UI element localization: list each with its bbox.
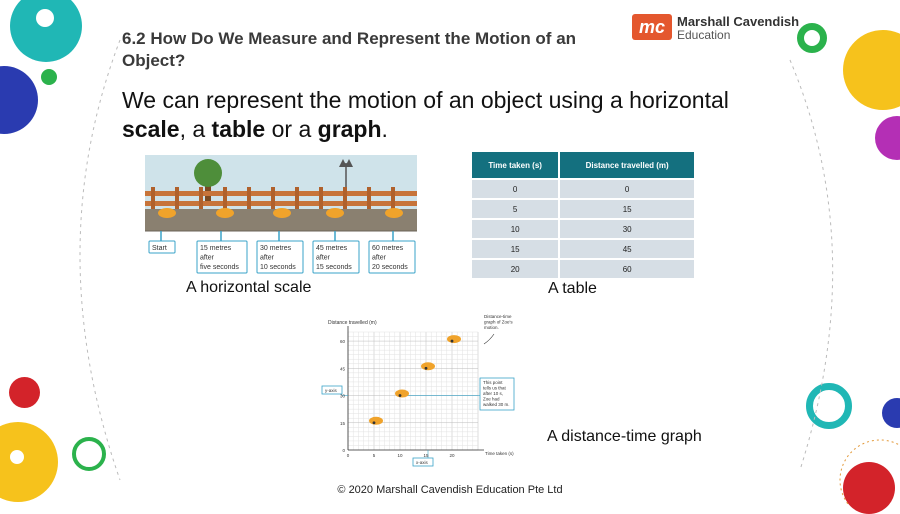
distance-time-table <box>470 150 696 280</box>
lead-text <box>122 86 762 144</box>
horizontal-scale-illustration <box>145 155 417 275</box>
dog-point-icon <box>447 335 461 343</box>
table-cell: 5 <box>472 200 558 218</box>
lead-part1: We can represent the motion of an object using a horizontal <box>122 87 729 113</box>
table-cell: 0 <box>560 180 694 198</box>
scale-label-text: after <box>372 254 387 262</box>
publisher-logo <box>632 14 800 44</box>
callout-point-text: walked 30 m. <box>483 402 510 407</box>
graph-x-axis-tag: x-axis <box>416 460 428 465</box>
scale-label-text: 15 seconds <box>316 264 352 271</box>
dog-point-icon <box>369 417 383 425</box>
x-tick-label: 20 <box>449 453 455 458</box>
distance-time-graph <box>318 312 518 472</box>
table-cell: 20 <box>472 260 558 278</box>
logo-mark: mc <box>632 14 672 40</box>
lead-word-table: table <box>211 116 266 142</box>
table-row <box>472 200 694 218</box>
table-cell: 60 <box>560 260 694 278</box>
lead-part2: , a <box>179 116 212 142</box>
data-point <box>451 340 454 343</box>
callout-point-text: Zoe had <box>483 396 500 402</box>
table-cell: 10 <box>472 220 558 238</box>
table-cell: 45 <box>560 240 694 258</box>
callout-point-text: This point <box>483 380 503 385</box>
scale-caption: A horizontal scale <box>186 279 312 296</box>
y-tick-label: 45 <box>339 366 345 372</box>
scale-label-text: after <box>316 254 331 262</box>
table-cell: 15 <box>560 200 694 218</box>
callout-point-text: after 10 s, <box>483 391 504 396</box>
scale-label-text: 15 metres <box>200 245 232 252</box>
callout-arrow <box>484 334 494 344</box>
table-header-distance: Distance travelled (m) <box>560 152 694 178</box>
graph-x-title: Time taken (s) <box>485 451 514 456</box>
graph-y-title: Distance travelled (m) <box>328 320 377 326</box>
dog-point-icon <box>421 362 435 370</box>
y-tick-label: 0 <box>342 448 345 453</box>
scale-label-text: 60 metres <box>372 245 404 252</box>
y-tick-label: 30 <box>339 393 345 399</box>
y-tick-label: 15 <box>339 420 345 426</box>
table-header-time: Time taken (s) <box>472 152 558 178</box>
x-tick-label: 5 <box>372 453 376 458</box>
section-title: 6.2 How Do We Measure and Represent the Motion of an Object? <box>122 29 577 70</box>
scale-label-text: five seconds <box>200 264 239 271</box>
scale-label-text: 45 metres <box>316 245 348 252</box>
logo-name: Marshall Cavendish <box>677 14 800 29</box>
table-row <box>472 220 694 238</box>
table-row <box>472 240 694 258</box>
x-tick-label: 10 <box>397 453 403 458</box>
callout-point-text: tells us that <box>483 385 506 391</box>
callout-top-text: Distance-time <box>484 314 512 319</box>
dog-point-icon <box>395 390 409 398</box>
table-caption: A table <box>548 280 597 297</box>
callout-top-text: motion. <box>484 325 499 330</box>
scale-label-text: 10 seconds <box>260 264 296 271</box>
lead-word-scale: scale <box>122 116 180 142</box>
scale-label-text: Start <box>152 245 167 252</box>
table-row <box>472 180 694 198</box>
table-cell: 15 <box>472 240 558 258</box>
lead-part3: or a <box>265 116 318 142</box>
scale-label-text: after <box>200 254 215 262</box>
y-tick-label: 60 <box>339 339 345 345</box>
table-cell: 0 <box>472 180 558 198</box>
scale-label-text: 30 metres <box>260 245 292 252</box>
graph-y-axis-tag: y-axis <box>325 388 337 393</box>
data-point <box>373 421 376 424</box>
x-tick-label: 0 <box>346 453 350 458</box>
lead-word-graph: graph <box>317 116 382 142</box>
x-tick-label: 15 <box>423 453 429 458</box>
table-row <box>472 260 694 278</box>
callout-top-text: graph of Zoe's <box>484 319 513 325</box>
lead-part4: . <box>381 116 388 142</box>
logo-sub: Education <box>677 28 731 42</box>
copyright-footer: © 2020 Marshall Cavendish Education Pte Ltd <box>337 484 563 496</box>
data-point <box>399 394 402 397</box>
graph-caption: A distance-time graph <box>547 428 702 445</box>
data-point <box>425 367 428 370</box>
scale-label-text: 20 seconds <box>372 264 408 271</box>
table-cell: 30 <box>560 220 694 238</box>
scale-label-text: after <box>260 254 275 262</box>
